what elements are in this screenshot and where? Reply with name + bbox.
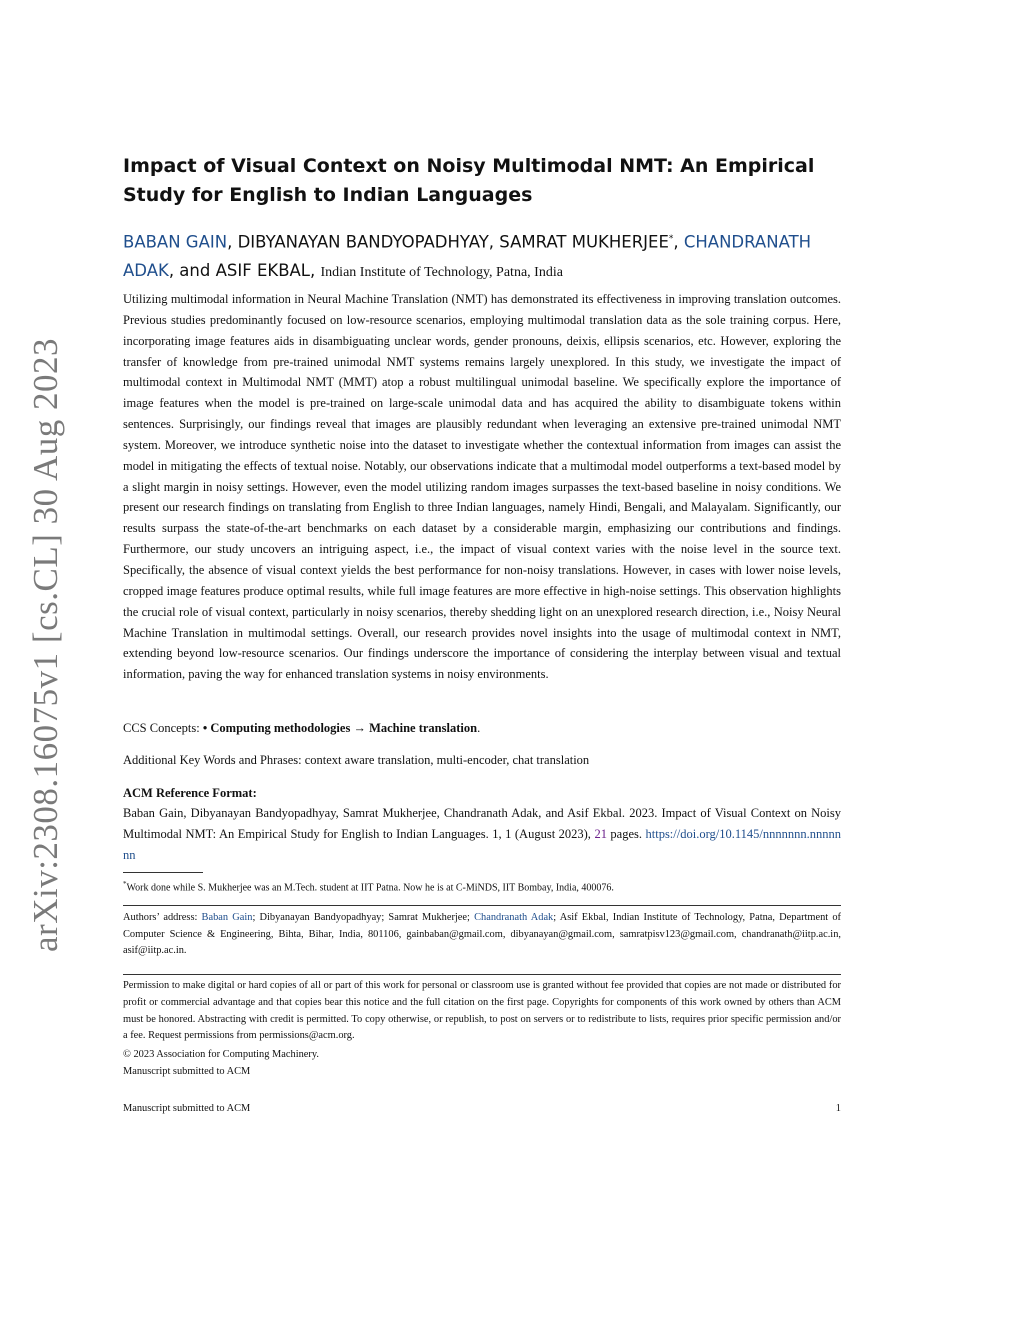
footnote: *Work done while S. Mukherjee was an M.Tech. student at IIT Patna. Now he is at C-MiNDS, IIT Bombay, India, 400076. [123, 880, 614, 894]
keywords: Additional Key Words and Phrases: context aware translation, multi-encoder, chat translation [123, 753, 590, 767]
address-link-chandranath-adak[interactable]: Chandranath Adak [474, 912, 554, 923]
author-dibyanayan-bandyopadhyay: DIBYANAYAN BANDYOPADHYAY [237, 232, 489, 252]
paper-title: Impact of Visual Context on Noisy Multimodal NMT: An Empirical Study for English to Indian Languages [123, 155, 815, 206]
author-link-baban-gain[interactable]: BABAN GAIN [123, 232, 228, 252]
page-footer-text: Manuscript submitted to ACM [123, 1103, 251, 1114]
acm-reference-heading: ACM Reference Format: [123, 786, 257, 800]
permission-notice: Permission to make digital or hard copies of all or part of this work for personal or classroom use is granted without fee provided that copies are not made or distributed for profit or commercial advantage and that copies bear this notice and the full citation on the first page. Copyrights for components of this work owned by others than ACM must be honored. Abstracting with credit is permitted. To copy otherwise, or republish, to post on servers or to redistribute to lists, requires prior specific permission and/or a fee. Request permissions from permissions@acm.org. [123, 980, 841, 1042]
footnote-marker: * [668, 234, 674, 244]
address-link-baban-gain[interactable]: Baban Gain [201, 912, 253, 923]
authors-address: Authors’ address: Baban Gain; Dibyanayan Bandyopadhyay; Samrat Mukherjee; Chandranath Adak; Asif Ekbal, Indian Institute of Technology, Patna, Department of Computer Science & Engineering, Bihta, Bihar, India, 801106, gainbaban@gmail.com, dibyanayan@gmail.com, samratpisv123@gmail.com, chandranath@iitp.ac.in, asif@iitp.ac.in. [123, 912, 842, 956]
author-list: BABAN GAIN, DIBYANAYAN BANDYOPADHYAY, SAMRAT MUKHERJEE*, CHANDRANATH ADAK, and ASIF EKBAL, Indian Institute of Technology, Patna, India [123, 232, 812, 280]
ccs-concept: • Computing methodologies → Machine translation [202, 721, 478, 735]
arxiv-stamp: arXiv:2308.16075v1 [cs.CL] 30 Aug 2023 [26, 338, 65, 952]
footnote-divider [123, 872, 203, 873]
divider [123, 905, 841, 906]
affiliation: Indian Institute of Technology, Patna, India [320, 264, 563, 280]
abstract: Utilizing multimodal information in Neural Machine Translation (NMT) has demonstrated its effectiveness in improving translation outcomes. Previous studies predominantly focused on low-resource scenarios, employing multimodal translation data as the sole training corpus. Here, incorporating image features aids in disambiguating unclear words, gender pronouns, deixis, ellipsis scenarios, etc. However, exploring the transfer of knowledge from pre-trained unimodal NMT systems remains largely unexplored. In this study, we investigate the impact of multimodal context in Multimodal NMT (MMT) atop a robust multilingual unimodal baseline. We specifically explore the importance of image features when the model is pre-trained on large-scale unimodal data and has acquired the ability to disambiguate tokens within sentences. Surprisingly, our findings reveal that images are plausibly redundant when leveraging an extensive pre-trained unimodal NMT system. Moreover, we introduce synthetic noise into the dataset to investigate whether the contextual information from images can assist the model in mitigating the effects of textual noise. Notably, our observations indicate that a multimodal model outperforms a text-based model by a slight margin in noisy settings. However, even the model utilizing random images surpasses the text-based baseline in noisy conditions. We present our research findings on translating from English to three Indian languages, namely Hindi, Bengali, and Malayalam. Significantly, our results surpass the state-of-the-art benchmarks on each dataset by a considerable margin, emphasizing our contributions and findings. Furthermore, our study uncovers an intriguing aspect, i.e., the impact of visual context varies with the noise level in the source text. Specifically, the absence of visual context yields the best performance for non-noisy translations. However, in cases with lower noise levels, cropped image features produce optimal results, while full image features are more effective in high-noise settings. This observation highlights the crucial role of visual context, particularly in noisy scenarios, thereby shedding light on an unexplored research direction, i.e., Noisy Neural Machine Translation in multimodal settings. Overall, our research provides novel insights into the usage of multimodal context in NMT, extending beyond low-resource scenarios. Our findings underscore the importance of considering the interplay between visual and textual information, paving the way for enhanced translation systems in noisy environments. [123, 292, 841, 682]
acm-reference: Baban Gain, Dibyanayan Bandyopadhyay, Samrat Mukherjee, Chandranath Adak, and Asif Ekbal. 2023. Impact of Visual Context on Noisy Multimodal NMT: An Empirical Study for English to Indian Languages. 1, 1 (August 2023), 21 pages. https://doi.org/10.1145/nnnnnnn.nnnnnnn [123, 806, 841, 862]
author-samrat-mukherjee: SAMRAT MUKHERJEE [499, 232, 669, 252]
author-link-chandranath-adak[interactable]: CHANDRANATH ADAK [123, 232, 812, 280]
page-number: 1 [835, 1103, 841, 1114]
doi-link[interactable]: https://doi.org/10.1145/nnnnnnn.nnnnnnn [123, 827, 841, 862]
page-count-link[interactable]: 21 [594, 827, 607, 841]
ccs-concepts: CCS Concepts: • Computing methodologies → Machine translation. [123, 721, 481, 735]
manuscript-note: Manuscript submitted to ACM [123, 1066, 251, 1077]
author-asif-ekbal: ASIF EKBAL [215, 260, 311, 280]
copyright-notice: © 2023 Association for Computing Machinery. [123, 1049, 319, 1060]
divider [123, 974, 841, 975]
